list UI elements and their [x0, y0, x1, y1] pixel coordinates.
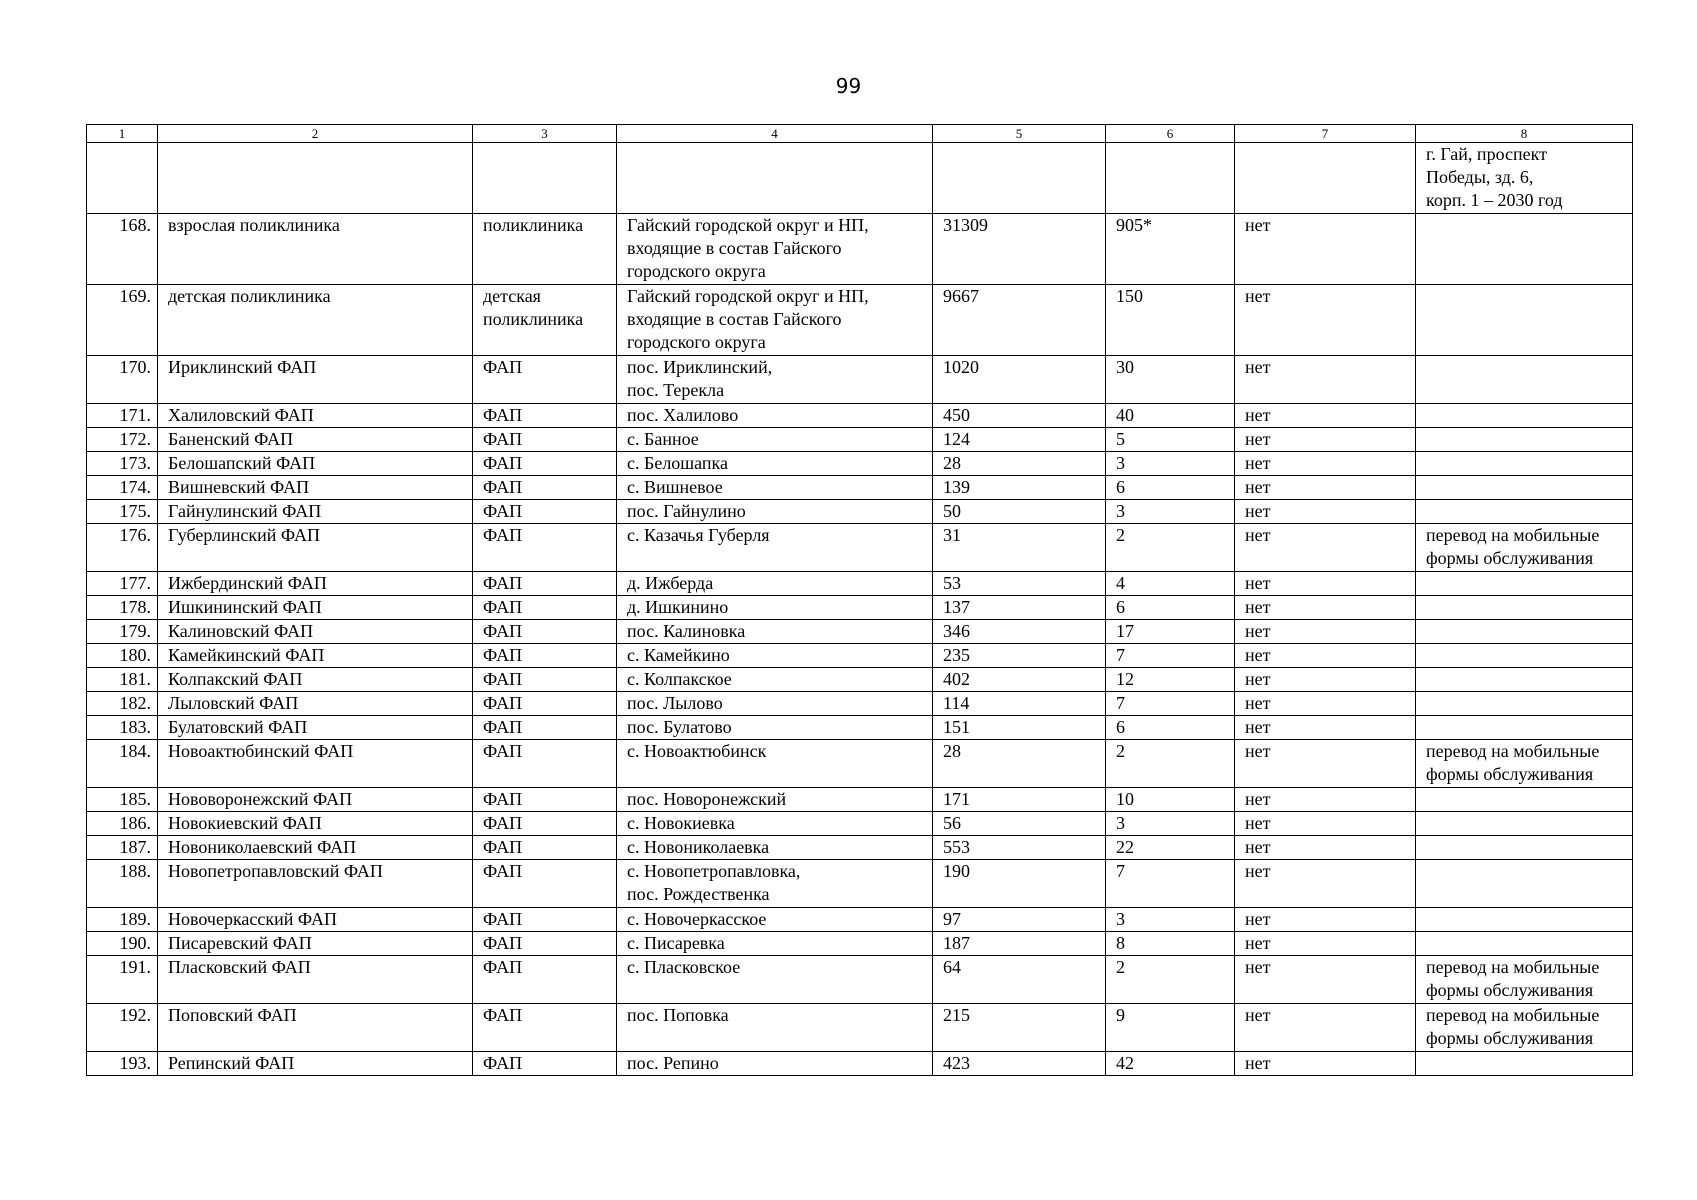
- table-row: [87, 1052, 1633, 1076]
- service-area: пос. Ириклинский, пос. Терекла: [617, 356, 933, 404]
- capacity-value: 3: [1106, 812, 1235, 836]
- capacity-value: 3: [1106, 500, 1235, 524]
- status-value: нет: [1235, 476, 1416, 500]
- facility-name: Новокиевский ФАП: [158, 812, 473, 836]
- facility-name: Колпакский ФАП: [158, 668, 473, 692]
- table-row: [87, 572, 1633, 596]
- status-value: нет: [1235, 788, 1416, 812]
- table-row: [87, 812, 1633, 836]
- population-value: 31: [933, 524, 1106, 572]
- status-value: нет: [1235, 836, 1416, 860]
- row-number: 179.: [87, 620, 158, 644]
- population-value: 124: [933, 428, 1106, 452]
- row-number: 169.: [87, 285, 158, 356]
- capacity-value: 7: [1106, 860, 1235, 908]
- capacity-value: [1106, 143, 1235, 214]
- facility-name: Репинский ФАП: [158, 1052, 473, 1076]
- status-value: нет: [1235, 214, 1416, 285]
- capacity-value: 8: [1106, 932, 1235, 956]
- service-area: Гайский городской округ и НП, входящие в состав Гайского городского округа: [617, 285, 933, 356]
- facility-name: Писаревский ФАП: [158, 932, 473, 956]
- service-area: д. Ишкинино: [617, 596, 933, 620]
- capacity-value: 9: [1106, 1004, 1235, 1052]
- row-number: 181.: [87, 668, 158, 692]
- service-area: пос. Новоронежский: [617, 788, 933, 812]
- row-number: 182.: [87, 692, 158, 716]
- facility-name: Лыловский ФАП: [158, 692, 473, 716]
- status-value: нет: [1235, 572, 1416, 596]
- note-text: [1416, 716, 1633, 740]
- facility-type: ФАП: [473, 404, 617, 428]
- facility-type: ФАП: [473, 692, 617, 716]
- row-number: 172.: [87, 428, 158, 452]
- row-number: 177.: [87, 572, 158, 596]
- row-number: 184.: [87, 740, 158, 788]
- capacity-value: 30: [1106, 356, 1235, 404]
- note-text: перевод на мобильные формы обслуживания: [1416, 740, 1633, 788]
- service-area: пос. Калиновка: [617, 620, 933, 644]
- column-header: 5: [933, 125, 1106, 143]
- facility-type: ФАП: [473, 452, 617, 476]
- population-value: 171: [933, 788, 1106, 812]
- capacity-value: 2: [1106, 740, 1235, 788]
- row-number: 176.: [87, 524, 158, 572]
- status-value: нет: [1235, 740, 1416, 788]
- service-area: с. Белошапка: [617, 452, 933, 476]
- service-area: с. Новоактюбинск: [617, 740, 933, 788]
- status-value: [1235, 143, 1416, 214]
- population-value: 450: [933, 404, 1106, 428]
- table-row: [87, 476, 1633, 500]
- capacity-value: 7: [1106, 692, 1235, 716]
- note-text: [1416, 860, 1633, 908]
- capacity-value: 17: [1106, 620, 1235, 644]
- table-row: [87, 452, 1633, 476]
- status-value: нет: [1235, 860, 1416, 908]
- note-text: [1416, 788, 1633, 812]
- row-number: 180.: [87, 644, 158, 668]
- facility-name: детская поликлиника: [158, 285, 473, 356]
- row-number: [87, 143, 158, 214]
- service-area: с. Писаревка: [617, 932, 933, 956]
- facilities-table: [86, 124, 1633, 1076]
- status-value: нет: [1235, 908, 1416, 932]
- service-area: пос. Гайнулино: [617, 500, 933, 524]
- facility-name: Ишкининский ФАП: [158, 596, 473, 620]
- row-number: 170.: [87, 356, 158, 404]
- facility-type: ФАП: [473, 668, 617, 692]
- capacity-value: 42: [1106, 1052, 1235, 1076]
- table-row: [87, 1004, 1633, 1052]
- facility-name: Калиновский ФАП: [158, 620, 473, 644]
- capacity-value: 3: [1106, 908, 1235, 932]
- population-value: 53: [933, 572, 1106, 596]
- row-number: 190.: [87, 932, 158, 956]
- row-number: 193.: [87, 1052, 158, 1076]
- facility-type: ФАП: [473, 428, 617, 452]
- facility-type: ФАП: [473, 908, 617, 932]
- row-number: 178.: [87, 596, 158, 620]
- table-row: [87, 956, 1633, 1004]
- population-value: 423: [933, 1052, 1106, 1076]
- population-value: 64: [933, 956, 1106, 1004]
- page-number: 99: [835, 74, 862, 98]
- facility-type: ФАП: [473, 860, 617, 908]
- table-row: [87, 860, 1633, 908]
- note-text: [1416, 214, 1633, 285]
- table-row: [87, 836, 1633, 860]
- status-value: нет: [1235, 668, 1416, 692]
- table-row: [87, 596, 1633, 620]
- column-header: 7: [1235, 125, 1416, 143]
- facility-name: Новопетропавловский ФАП: [158, 860, 473, 908]
- note-text: [1416, 836, 1633, 860]
- facility-type: ФАП: [473, 932, 617, 956]
- status-value: нет: [1235, 356, 1416, 404]
- facility-name: взрослая поликлиника: [158, 214, 473, 285]
- facility-type: ФАП: [473, 644, 617, 668]
- capacity-value: 22: [1106, 836, 1235, 860]
- note-text: перевод на мобильные формы обслуживания: [1416, 956, 1633, 1004]
- population-value: 28: [933, 452, 1106, 476]
- facility-type: ФАП: [473, 1052, 617, 1076]
- facility-type: ФАП: [473, 812, 617, 836]
- facility-name: Пласковский ФАП: [158, 956, 473, 1004]
- column-header: 2: [158, 125, 473, 143]
- note-text: перевод на мобильные формы обслуживания: [1416, 524, 1633, 572]
- column-header: 1: [87, 125, 158, 143]
- table-row: [87, 143, 1633, 214]
- note-text: [1416, 356, 1633, 404]
- facility-name: Новочеркасский ФАП: [158, 908, 473, 932]
- note-text: г. Гай, проспект Победы, зд. 6, корп. 1 – 2030 год: [1416, 143, 1633, 214]
- column-number-row: [87, 125, 1633, 143]
- note-text: [1416, 644, 1633, 668]
- population-value: 187: [933, 932, 1106, 956]
- service-area: с. Новокиевка: [617, 812, 933, 836]
- population-value: 56: [933, 812, 1106, 836]
- row-number: 191.: [87, 956, 158, 1004]
- population-value: 28: [933, 740, 1106, 788]
- note-text: [1416, 812, 1633, 836]
- capacity-value: 6: [1106, 596, 1235, 620]
- note-text: [1416, 476, 1633, 500]
- facility-name: Нововоронежский ФАП: [158, 788, 473, 812]
- status-value: нет: [1235, 1004, 1416, 1052]
- service-area: с. Камейкино: [617, 644, 933, 668]
- capacity-value: 6: [1106, 716, 1235, 740]
- capacity-value: 10: [1106, 788, 1235, 812]
- note-text: [1416, 908, 1633, 932]
- status-value: нет: [1235, 1052, 1416, 1076]
- facility-type: [473, 143, 617, 214]
- row-number: 188.: [87, 860, 158, 908]
- table-row: [87, 716, 1633, 740]
- row-number: 189.: [87, 908, 158, 932]
- note-text: [1416, 285, 1633, 356]
- facility-name: Халиловский ФАП: [158, 404, 473, 428]
- note-text: [1416, 668, 1633, 692]
- facility-type: ФАП: [473, 836, 617, 860]
- facility-type: ФАП: [473, 524, 617, 572]
- population-value: 31309: [933, 214, 1106, 285]
- note-text: [1416, 596, 1633, 620]
- capacity-value: 3: [1106, 452, 1235, 476]
- population-value: 151: [933, 716, 1106, 740]
- facility-type: ФАП: [473, 620, 617, 644]
- facility-type: поликлиника: [473, 214, 617, 285]
- service-area: с. Колпакское: [617, 668, 933, 692]
- service-area: пос. Лылово: [617, 692, 933, 716]
- table-row: [87, 740, 1633, 788]
- population-value: 1020: [933, 356, 1106, 404]
- capacity-value: 7: [1106, 644, 1235, 668]
- note-text: [1416, 692, 1633, 716]
- table-row: [87, 644, 1633, 668]
- service-area: с. Пласковское: [617, 956, 933, 1004]
- facility-name: Ириклинский ФАП: [158, 356, 473, 404]
- note-text: [1416, 932, 1633, 956]
- capacity-value: 12: [1106, 668, 1235, 692]
- population-value: 137: [933, 596, 1106, 620]
- facility-type: ФАП: [473, 716, 617, 740]
- facility-type: ФАП: [473, 596, 617, 620]
- column-header: 6: [1106, 125, 1235, 143]
- row-number: 192.: [87, 1004, 158, 1052]
- population-value: 139: [933, 476, 1106, 500]
- facility-name: Белошапский ФАП: [158, 452, 473, 476]
- facility-type: ФАП: [473, 572, 617, 596]
- service-area: с. Новочеркасское: [617, 908, 933, 932]
- table-row: [87, 668, 1633, 692]
- facility-name: Булатовский ФАП: [158, 716, 473, 740]
- status-value: нет: [1235, 620, 1416, 644]
- population-value: [933, 143, 1106, 214]
- population-value: 215: [933, 1004, 1106, 1052]
- service-area: пос. Булатово: [617, 716, 933, 740]
- row-number: 185.: [87, 788, 158, 812]
- population-value: 235: [933, 644, 1106, 668]
- note-text: перевод на мобильные формы обслуживания: [1416, 1004, 1633, 1052]
- table-row: [87, 524, 1633, 572]
- note-text: [1416, 500, 1633, 524]
- status-value: нет: [1235, 524, 1416, 572]
- facility-name: Новоактюбинский ФАП: [158, 740, 473, 788]
- population-value: 402: [933, 668, 1106, 692]
- status-value: нет: [1235, 404, 1416, 428]
- row-number: 174.: [87, 476, 158, 500]
- column-header: 8: [1416, 125, 1633, 143]
- service-area: с. Вишневое: [617, 476, 933, 500]
- table-row: [87, 500, 1633, 524]
- population-value: 114: [933, 692, 1106, 716]
- facility-type: детская поликлиника: [473, 285, 617, 356]
- note-text: [1416, 572, 1633, 596]
- note-text: [1416, 428, 1633, 452]
- row-number: 168.: [87, 214, 158, 285]
- note-text: [1416, 620, 1633, 644]
- table-row: [87, 908, 1633, 932]
- facility-name: Поповский ФАП: [158, 1004, 473, 1052]
- table-row: [87, 404, 1633, 428]
- column-header: 4: [617, 125, 933, 143]
- facility-name: Вишневский ФАП: [158, 476, 473, 500]
- row-number: 186.: [87, 812, 158, 836]
- service-area: с. Новопетропавловка, пос. Рождественка: [617, 860, 933, 908]
- status-value: нет: [1235, 812, 1416, 836]
- service-area: Гайский городской округ и НП, входящие в состав Гайского городского округа: [617, 214, 933, 285]
- facility-type: ФАП: [473, 956, 617, 1004]
- row-number: 187.: [87, 836, 158, 860]
- table-row: [87, 620, 1633, 644]
- column-header: 3: [473, 125, 617, 143]
- status-value: нет: [1235, 428, 1416, 452]
- population-value: 190: [933, 860, 1106, 908]
- facility-type: ФАП: [473, 500, 617, 524]
- table-row: [87, 214, 1633, 285]
- facility-type: ФАП: [473, 356, 617, 404]
- capacity-value: 905*: [1106, 214, 1235, 285]
- facility-type: ФАП: [473, 1004, 617, 1052]
- status-value: нет: [1235, 692, 1416, 716]
- table-row: [87, 692, 1633, 716]
- capacity-value: 2: [1106, 524, 1235, 572]
- facility-name: Новониколаевский ФАП: [158, 836, 473, 860]
- row-number: 171.: [87, 404, 158, 428]
- capacity-value: 150: [1106, 285, 1235, 356]
- status-value: нет: [1235, 596, 1416, 620]
- facility-name: [158, 143, 473, 214]
- status-value: нет: [1235, 285, 1416, 356]
- row-number: 175.: [87, 500, 158, 524]
- table-row: [87, 428, 1633, 452]
- note-text: [1416, 404, 1633, 428]
- facility-name: Губерлинский ФАП: [158, 524, 473, 572]
- table-row: [87, 788, 1633, 812]
- row-number: 173.: [87, 452, 158, 476]
- service-area: с. Казачья Губерля: [617, 524, 933, 572]
- status-value: нет: [1235, 644, 1416, 668]
- service-area: пос. Поповка: [617, 1004, 933, 1052]
- facility-type: ФАП: [473, 740, 617, 788]
- facility-name: Камейкинский ФАП: [158, 644, 473, 668]
- note-text: [1416, 452, 1633, 476]
- capacity-value: 40: [1106, 404, 1235, 428]
- capacity-value: 5: [1106, 428, 1235, 452]
- service-area: с. Новониколаевка: [617, 836, 933, 860]
- facility-name: Гайнулинский ФАП: [158, 500, 473, 524]
- facility-type: ФАП: [473, 476, 617, 500]
- status-value: нет: [1235, 956, 1416, 1004]
- table-row: [87, 285, 1633, 356]
- service-area: пос. Халилово: [617, 404, 933, 428]
- capacity-value: 6: [1106, 476, 1235, 500]
- population-value: 346: [933, 620, 1106, 644]
- status-value: нет: [1235, 932, 1416, 956]
- population-value: 553: [933, 836, 1106, 860]
- note-text: [1416, 1052, 1633, 1076]
- capacity-value: 4: [1106, 572, 1235, 596]
- service-area: с. Банное: [617, 428, 933, 452]
- row-number: 183.: [87, 716, 158, 740]
- facility-name: Ижбердинский ФАП: [158, 572, 473, 596]
- service-area: [617, 143, 933, 214]
- status-value: нет: [1235, 716, 1416, 740]
- status-value: нет: [1235, 500, 1416, 524]
- facility-type: ФАП: [473, 788, 617, 812]
- table-row: [87, 932, 1633, 956]
- table-row: [87, 356, 1633, 404]
- capacity-value: 2: [1106, 956, 1235, 1004]
- status-value: нет: [1235, 452, 1416, 476]
- population-value: 97: [933, 908, 1106, 932]
- population-value: 50: [933, 500, 1106, 524]
- population-value: 9667: [933, 285, 1106, 356]
- service-area: д. Ижберда: [617, 572, 933, 596]
- facility-name: Баненский ФАП: [158, 428, 473, 452]
- service-area: пос. Репино: [617, 1052, 933, 1076]
